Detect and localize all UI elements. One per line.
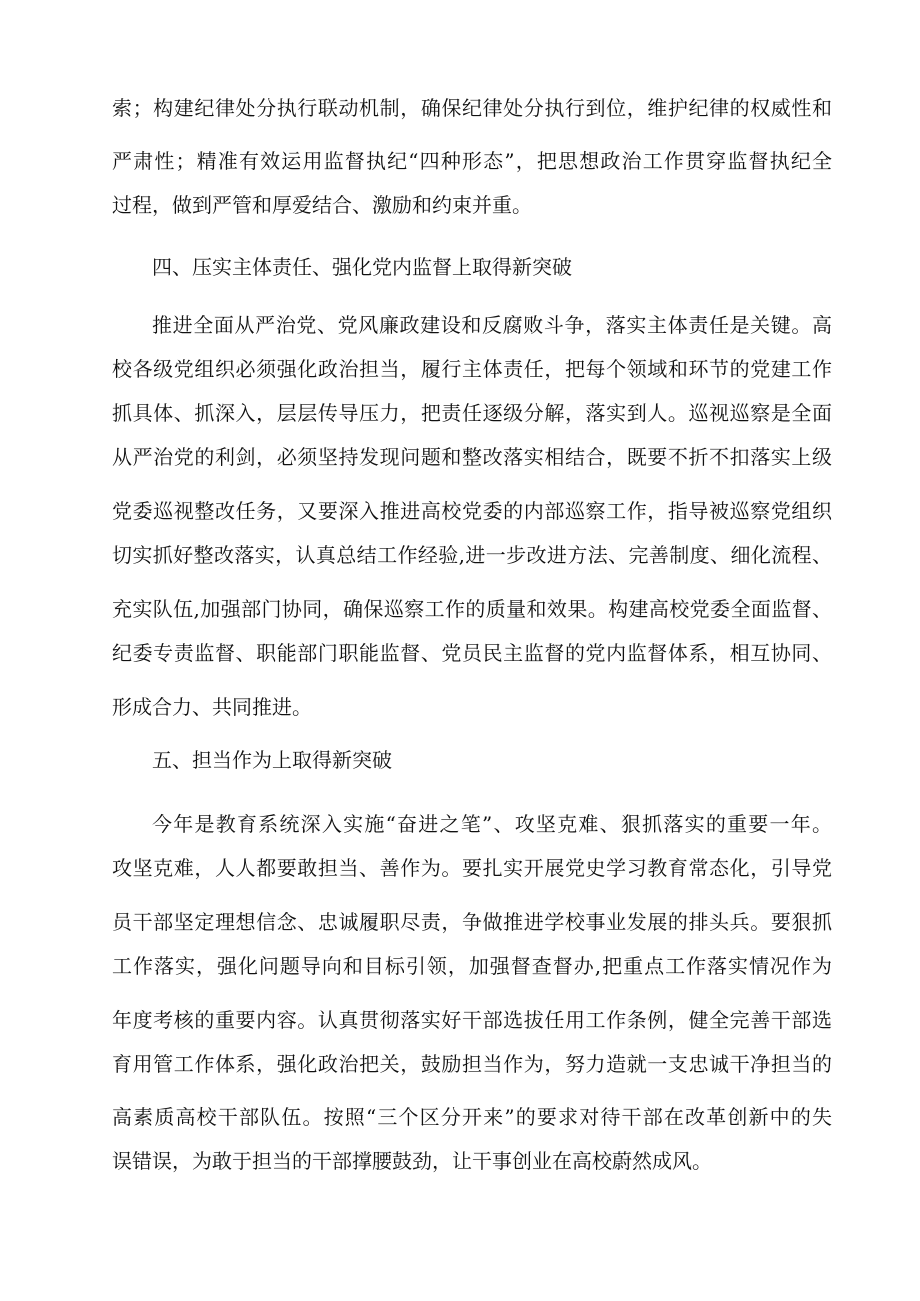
paragraph-line: 过程，做到严管和厚爱结合、激励和约束并重。 xyxy=(112,193,532,217)
paragraph-line: 抓具体、抓深入，层层传导压力，把责任逐级分解，落实到人。巡视巡察是全面 xyxy=(112,401,832,425)
section-heading-5: 五、担当作为上取得新突破 xyxy=(152,748,392,772)
paragraph-line: 员干部坚定理想信念、忠诚履职尽责，争做推进学校事业发展的排头兵。要狠抓 xyxy=(112,910,832,934)
paragraph-line: 索；构建纪律处分执行联动机制，确保纪律处分执行到位，维护纪律的权威性和 xyxy=(112,96,832,120)
paragraph-line: 纪委专责监督、职能部门职能监督、党员民主监督的党内监督体系，相互协同、 xyxy=(112,641,832,665)
paragraph-line: 高素质高校干部队伍。按照“三个区分开来”的要求对待干部在改革创新中的失 xyxy=(112,1105,832,1129)
paragraph-line: 严肃性；精准有效运用监督执纪“四种形态”，把思想政治工作贯穿监督执纪全 xyxy=(112,149,832,173)
paragraph-line: 年度考核的重要内容。认真贯彻落实好干部选拔任用工作条例，健全完善干部选 xyxy=(112,1008,832,1032)
paragraph-line: 今年是教育系统深入实施“奋进之笔”、攻坚克难、狠抓落实的重要一年。 xyxy=(152,812,832,836)
paragraph-line: 攻坚克难，人人都要敢担当、善作为。要扎实开展党史学习教育常态化，引导党 xyxy=(112,856,832,880)
paragraph-line: 误错误，为敢于担当的干部撑腰鼓劲，让干事创业在高校蔚然成风。 xyxy=(112,1149,712,1173)
paragraph-line: 校各级党组织必须强化政治担当，履行主体责任，把每个领域和环节的党建工作 xyxy=(112,357,832,381)
paragraph-line: 党委巡视整改任务，又要深入推进高校党委的内部巡察工作，指导被巡察党组织 xyxy=(112,499,832,523)
section-heading-4: 四、压实主体责任、强化党内监督上取得新突破 xyxy=(152,255,572,279)
paragraph-line: 充实队伍,加强部门协同，确保巡察工作的质量和效果。构建高校党委全面监督、 xyxy=(112,597,832,621)
paragraph-line: 形成合力、共同推进。 xyxy=(112,695,312,719)
paragraph-line: 工作落实，强化问题导向和目标引领，加强督查督办,把重点工作落实情况作为 xyxy=(112,954,832,978)
paragraph-line: 从严治党的利剑，必须坚持发现问题和整改落实相结合，既要不折不扣落实上级 xyxy=(112,445,832,469)
paragraph-line: 推进全面从严治党、党风廉政建设和反腐败斗争，落实主体责任是关键。高 xyxy=(152,313,832,337)
paragraph-line: 育用管工作体系，强化政治把关，鼓励担当作为，努力造就一支忠诚干净担当的 xyxy=(112,1052,832,1076)
paragraph-line: 切实抓好整改落实，认真总结工作经验,进一步改进方法、完善制度、细化流程、 xyxy=(112,543,832,567)
